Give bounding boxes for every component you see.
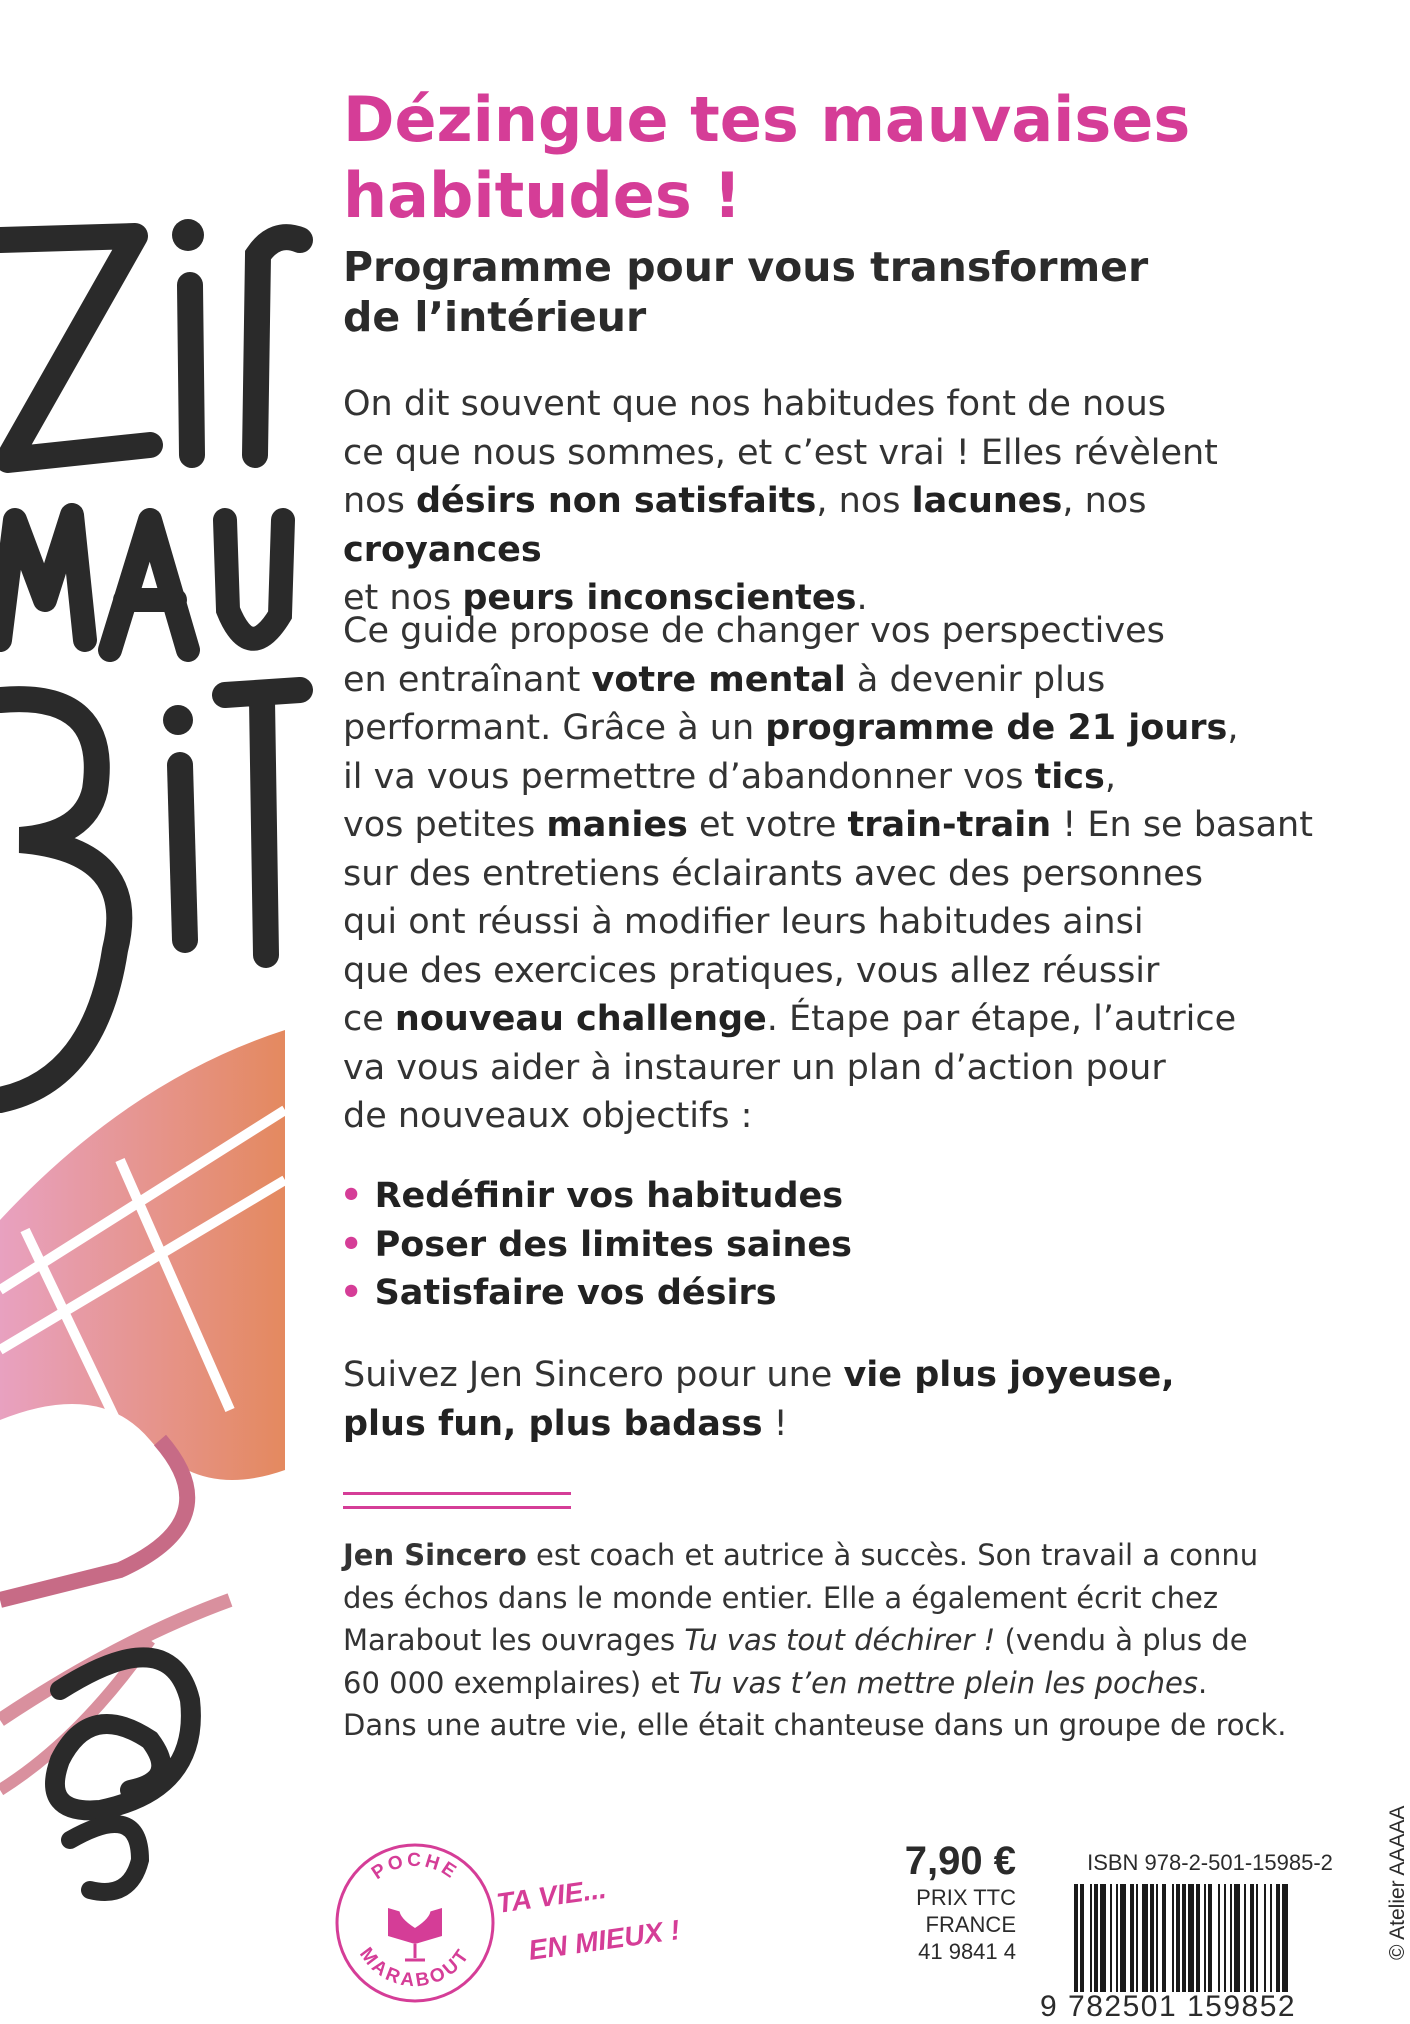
list-item	[340, 1172, 852, 1221]
text-line: et nos	[343, 578, 463, 618]
text-line: des échos dans le monde entier. Elle a également écrit chez	[343, 1580, 1219, 1615]
price-value: 7,90 €	[904, 1839, 1016, 1883]
bullet-marker: •	[340, 1273, 363, 1313]
barcode-bar	[1188, 1884, 1194, 1992]
barcode-bar	[1256, 1884, 1258, 1992]
book-subtitle	[343, 242, 1343, 342]
text-line: de nouveaux objectifs :	[343, 1096, 753, 1136]
text-line: que des exercices pratiques, vous allez réussir	[343, 950, 1160, 991]
barcode-bar	[1162, 1884, 1166, 1992]
text-line: est coach et autrice à succès. Son travail a connu	[526, 1538, 1259, 1572]
barcode-bar	[1204, 1884, 1206, 1992]
text-line: performant. Grâce à un	[343, 708, 766, 748]
text-line: !	[762, 1403, 788, 1444]
barcode-bar	[1282, 1884, 1288, 1992]
text-line: en entraînant	[343, 659, 592, 700]
tagline-line-2: EN MIEUX !	[526, 1914, 682, 1966]
logo-bottom-text: MARABOUT	[355, 1943, 475, 1992]
text-line: et votre	[687, 805, 848, 845]
barcode-bar	[1182, 1884, 1186, 1992]
list-item	[340, 1269, 852, 1318]
list-item-text: Redéfinir vos habitudes	[374, 1176, 844, 1216]
text-line: vos petites	[343, 805, 547, 845]
list-item	[340, 1221, 852, 1270]
emphasis: croyances	[343, 529, 542, 570]
text-line: ! En se basant	[1051, 805, 1313, 845]
list-item-text: Satisfaire vos désirs	[374, 1273, 777, 1313]
barcode-bar	[1276, 1884, 1280, 1992]
barcode-bar	[1156, 1884, 1158, 1992]
text-line: , nos	[816, 481, 912, 521]
isbn: ISBN 978-2-501-15985-2	[1087, 1850, 1333, 1875]
price-block	[820, 1838, 1016, 1965]
barcode-bar	[1080, 1884, 1084, 1992]
emphasis: vie plus joyeuse,	[843, 1355, 1175, 1395]
text-line: Ce guide propose de changer vos perspectives	[343, 611, 1165, 651]
text-line: ce	[343, 999, 395, 1039]
text-line: il va vous permettre d’abandonner vos	[343, 756, 1035, 797]
barcode-bar	[1136, 1884, 1138, 1992]
barcode-bar	[1176, 1884, 1180, 1992]
emphasis: lacunes	[911, 481, 1063, 521]
barcode-bar	[1230, 1884, 1232, 1992]
bullet-marker: •	[340, 1176, 363, 1216]
barcode-bar	[1218, 1884, 1220, 1992]
barcode-bar	[1172, 1884, 1174, 1992]
emphasis: manies	[546, 805, 688, 845]
text-line: Dans une autre vie, elle était chanteuse dans un groupe de rock.	[343, 1708, 1287, 1742]
barcode-bar	[1250, 1884, 1254, 1992]
text-line: qui ont réussi à modifier leurs habitudes ainsi	[343, 902, 1144, 942]
emphasis: nouveau challenge	[394, 999, 767, 1039]
barcode-bar	[1120, 1884, 1126, 1992]
barcode-bar	[1196, 1884, 1200, 1992]
text-line: sur des entretiens éclairants avec des personnes	[343, 853, 1204, 894]
barcode-bar	[1264, 1884, 1266, 1992]
text-line: 60 000 exemplaires) et	[343, 1665, 689, 1700]
text-line: . Étape par étape, l’autrice	[766, 999, 1237, 1039]
emphasis: programme de 21 jours	[765, 708, 1228, 748]
barcode-bar	[1090, 1884, 1092, 1992]
text-line: ,	[1104, 756, 1117, 797]
barcode	[1072, 1884, 1344, 1992]
book-title: Dézingue tes mauvaises habitudes !	[343, 83, 1191, 232]
emphasis: train-train	[847, 805, 1052, 845]
author-bio	[343, 1534, 1343, 1747]
book-reference: Tu vas tout déchirer !	[684, 1623, 996, 1657]
book-reference: Tu vas t’en mettre plein les poches	[688, 1665, 1199, 1700]
barcode-bar	[1270, 1884, 1272, 1992]
text-line: nos	[343, 481, 416, 521]
barcode-bar	[1234, 1884, 1240, 1992]
description-paragraph	[343, 607, 1353, 1141]
barcode-bar	[1150, 1884, 1154, 1992]
barcode-bar	[1244, 1884, 1246, 1992]
text-line: ce que nous sommes, et c’est vrai ! Elles révèlent	[343, 432, 1218, 473]
poche-marabout-logo	[330, 1838, 500, 2008]
barcode-digits: 9 782501 159852	[1040, 1990, 1297, 2023]
closing-paragraph	[343, 1351, 1353, 1448]
text-line: va vous aider à instaurer un plan d’action pour	[343, 1047, 1166, 1088]
divider	[343, 1506, 571, 1509]
emphasis: désirs non satisfaits	[415, 481, 817, 521]
barcode-bar	[1208, 1884, 1212, 1992]
text-line: , nos	[1062, 481, 1147, 521]
tagline	[490, 1868, 740, 1978]
barcode-bar	[1074, 1884, 1078, 1992]
emphasis: plus fun, plus badass	[343, 1403, 763, 1444]
intro-paragraph	[343, 380, 1353, 623]
objectives-list	[340, 1172, 852, 1318]
text-line: ,	[1227, 708, 1239, 748]
list-item-text: Poser des limites saines	[374, 1224, 852, 1265]
text-line: Marabout les ouvrages	[343, 1623, 685, 1657]
logo-top-text: POCHE	[367, 1849, 463, 1885]
author-name: Jen Sincero	[343, 1538, 527, 1572]
cover-artwork	[0, 0, 300, 2024]
barcode-bar	[1094, 1884, 1098, 1992]
text-line: On dit souvent que nos habitudes font de nous	[343, 384, 1167, 424]
emphasis: votre mental	[591, 659, 846, 700]
emphasis: tics	[1034, 756, 1105, 797]
barcode-bar	[1110, 1884, 1112, 1992]
emphasis: peurs inconscientes	[462, 578, 857, 618]
photo-credit: © Atelier AAAAA	[1386, 1805, 1409, 1960]
price-code: 41 9841 4	[918, 1939, 1016, 1964]
subtitle-line-2: de l’intérieur	[343, 293, 647, 341]
text-line: (vendu à plus de	[995, 1623, 1248, 1657]
bullet-marker: •	[340, 1224, 363, 1265]
price-label: PRIX TTC FRANCE	[916, 1885, 1016, 1937]
tagline-line-1: TA VIE...	[494, 1872, 609, 1919]
barcode-bar	[1130, 1884, 1134, 1992]
text-line: à devenir plus	[845, 659, 1106, 700]
barcode-bar	[1116, 1884, 1118, 1992]
divider	[343, 1492, 571, 1495]
barcode-bar	[1224, 1884, 1226, 1992]
svg-text:POCHE	[368, 1850, 462, 1884]
cover-art-letters	[5, 10, 12, 13]
text-line: .	[856, 578, 868, 618]
barcode-bar	[1100, 1884, 1106, 1992]
barcode-bar	[1142, 1884, 1148, 1992]
text-line: Suivez Jen Sincero pour une	[343, 1355, 844, 1395]
text-line: .	[1198, 1665, 1208, 1700]
subtitle-line-1: Programme pour vous transformer	[343, 243, 1149, 291]
